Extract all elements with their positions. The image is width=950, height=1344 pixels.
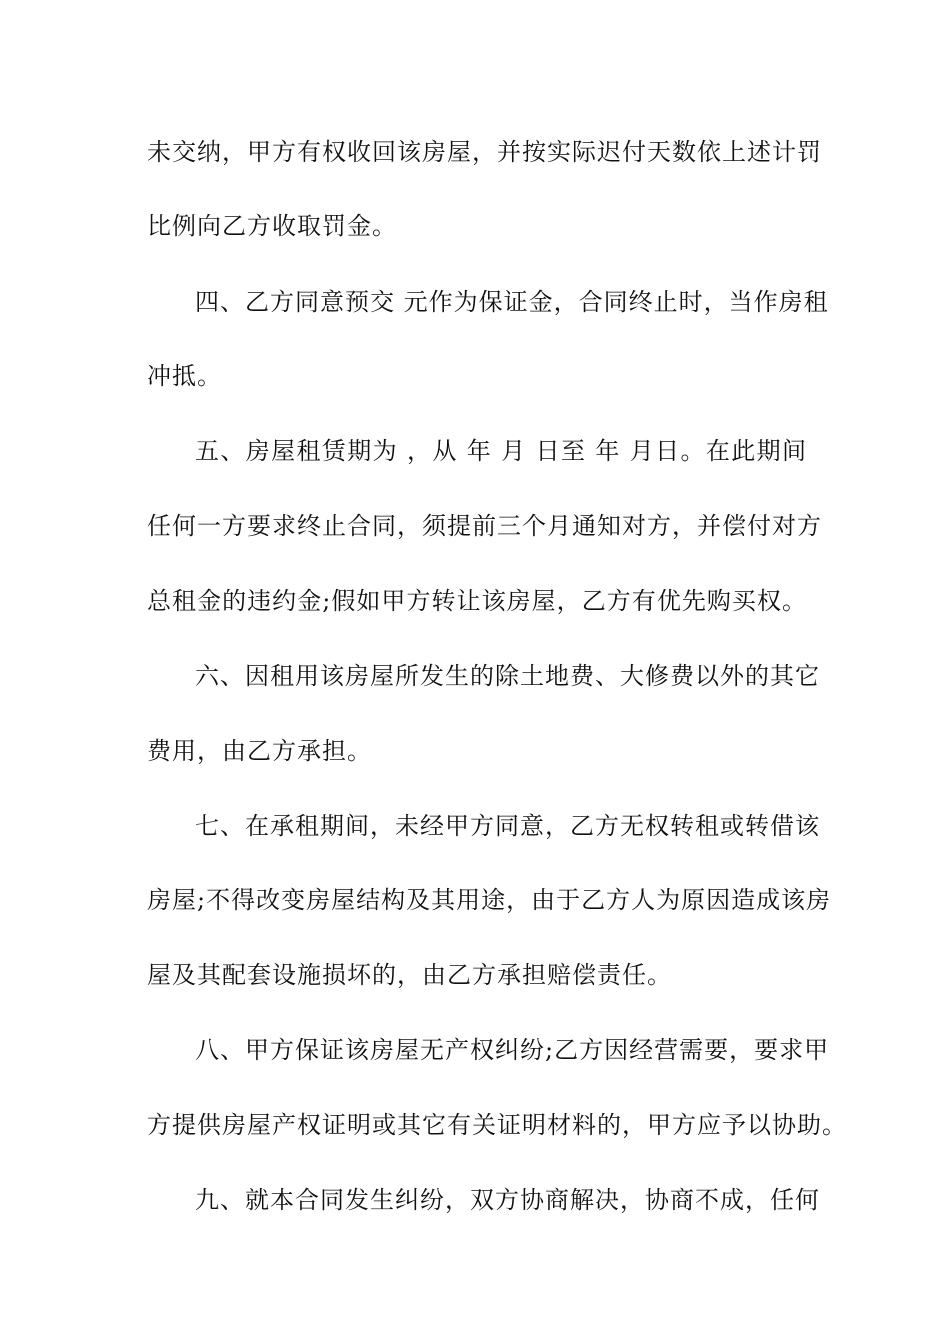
paragraph-4-line: 四、乙方同意预交 元作为保证金，合同终止时，当作房租: [195, 288, 829, 316]
paragraph-5-line: 五、房屋租赁期为 ，从 年 月 日至 年 月日。在此期间: [195, 437, 807, 465]
text-line: 比例向乙方收取罚金。: [147, 212, 397, 240]
paragraph-7-line: 七、在承租期间，未经甲方同意，乙方无权转租或转借该: [195, 812, 820, 840]
text-line: 任何一方要求终止合同，须提前三个月通知对方，并偿付对方: [147, 512, 822, 540]
text-line: 总租金的违约金;假如甲方转让该房屋，乙方有优先购买权。: [147, 587, 807, 615]
text-line: 屋及其配套设施损坏的，由乙方承担赔偿责任。: [147, 961, 672, 989]
paragraph-8-line: 八、甲方保证该房屋无产权纠纷;乙方因经营需要，要求甲: [195, 1036, 830, 1064]
text-line: 房屋;不得改变房屋结构及其用途，由于乙方人为原因造成该房: [147, 886, 832, 914]
paragraph-9-line: 九、就本合同发生纠纷，双方协商解决，协商不成，任何: [195, 1186, 820, 1214]
text-line: 方提供房屋产权证明或其它有关证明材料的，甲方应予以协助。: [147, 1111, 847, 1139]
paragraph-6-line: 六、因租用该房屋所发生的除土地费、大修费以外的其它: [195, 662, 820, 690]
text-line: 冲抵。: [147, 362, 222, 390]
text-line: 未交纳，甲方有权收回该房屋，并按实际迟付天数依上述计罚: [147, 138, 822, 166]
text-line: 费用，由乙方承担。: [147, 737, 372, 765]
